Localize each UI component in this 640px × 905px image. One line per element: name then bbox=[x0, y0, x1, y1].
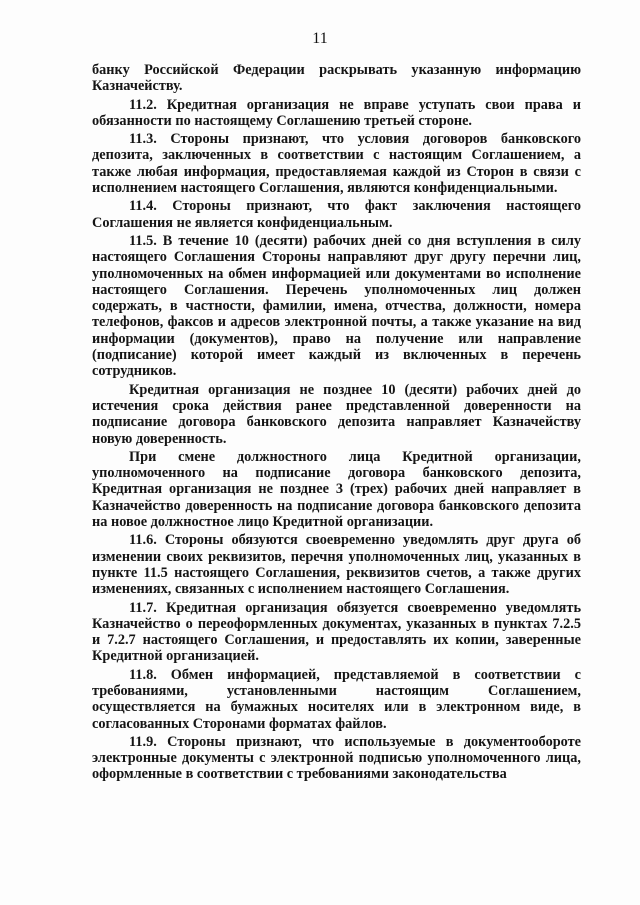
paragraph-11-5: 11.5. В течение 10 (десяти) рабочих дней со дня вступления в силу настоящего Соглашения Стороны направляют друг другу перечни лиц, уполномоченных на обмен информацией или документами во исполнение настоящего Соглашения. Перечень уполномоченных лиц должен содержать, в частности, фамилии, имена, отчества, должности, номера телефонов, факсов и адресов электронной почты, а также указание на вид информации (документов), право на получение или направление (подписание) которой имеет каждый из включенных в перечень сотрудников. bbox=[92, 232, 581, 380]
paragraph-11-8: 11.8. Обмен информацией, представляемой в соответствии с требованиями, установленными настоящим Соглашением, осуществляется на бумажных носителях или в электронном виде, в согласованных Сторонами форматах файлов. bbox=[92, 666, 581, 732]
paragraph: банку Российской Федерации раскрывать указанную информацию Казначейству. bbox=[92, 62, 581, 95]
paragraph-11-9: 11.9. Стороны признают, что используемые в документообороте электронные документы с электронной подписью уполномоченного лица, оформленные в соответствии с требованиями законодательства bbox=[92, 733, 581, 783]
paragraph-11-6: 11.6. Стороны обязуются своевременно уведомлять друг друга об изменении своих реквизитов, перечня уполномоченных лиц, указанных в пункте 11.5 настоящего Соглашения, реквизитов счетов, а также других изменениях, связанных с исполнением настоящего Соглашения. bbox=[92, 532, 581, 598]
paragraph-11-7: 11.7. Кредитная организация обязуется своевременно уведомлять Казначейство о переоформленных документах, указанных в пунктах 7.2.5 и 7.2.7 настоящего Соглашения, и предоставлять их копии, заверенные Кредитной организацией. bbox=[92, 599, 581, 665]
paragraph-11-3: 11.3. Стороны признают, что условия договоров банковского депозита, заключенных в соответствии с настоящим Соглашением, а также любая информация, предоставляемая каждой из Сторон в связи с исполнением настоящего Соглашения, являются конфиденциальными. bbox=[92, 131, 581, 197]
paragraph-official-change: При смене должностного лица Кредитной организации, уполномоченного на подписание договора банковского депозита, Кредитная организация не позднее 3 (трех) рабочих дней направляет в Казначейство доверенность на подписание договора банковского депозита на новое должностное лицо Кредитной организации. bbox=[92, 448, 581, 531]
paragraph-11-4: 11.4. Стороны признают, что факт заключения настоящего Соглашения не является конфиденциальным. bbox=[92, 198, 581, 231]
document-body bbox=[92, 62, 581, 785]
paragraph-11-2: 11.2. Кредитная организация не вправе уступать свои права и обязанности по настоящему Соглашению третьей стороне. bbox=[92, 96, 581, 129]
page-number: 11 bbox=[312, 30, 328, 47]
paragraph-power-of-attorney: Кредитная организация не позднее 10 (десяти) рабочих дней до истечения срока действия ранее представленной доверенности на подписание договора банковского депозита направляет Казначейству новую доверенность. bbox=[92, 381, 581, 447]
